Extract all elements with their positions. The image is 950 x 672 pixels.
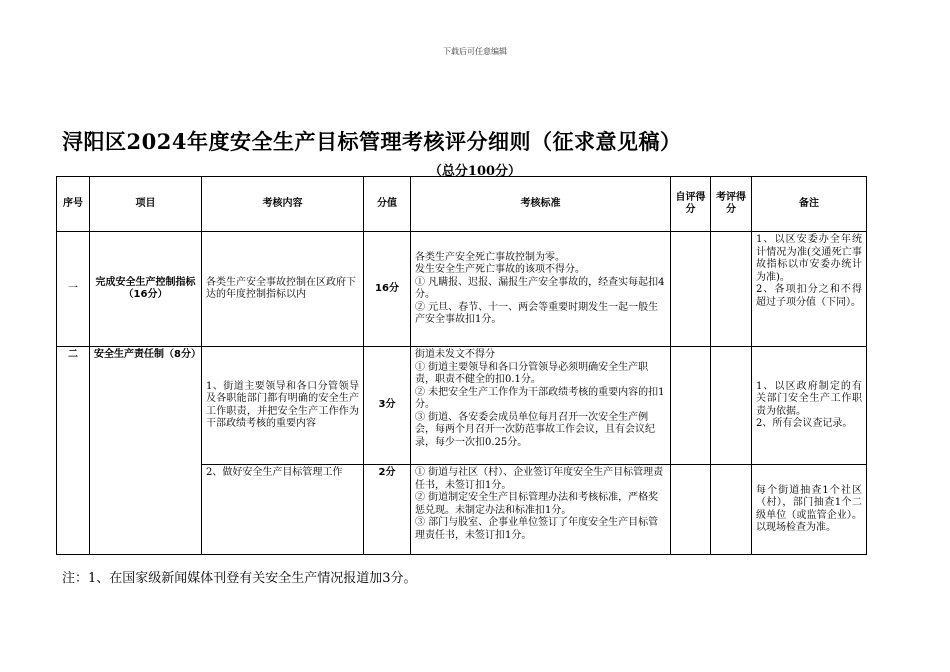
row-content: 2、做好安全生产目标管理工作 xyxy=(202,465,364,555)
row-remarks xyxy=(752,232,867,347)
document-title: 浔阳区2024年度安全生产目标管理考核评分细则（征求意见稿） xyxy=(62,129,682,154)
row-score: 16分 xyxy=(364,232,411,347)
table-header-row xyxy=(57,177,867,232)
row-content: 各类生产安全事故控制在区政府下达的年度控制指标以内 xyxy=(202,232,364,347)
header-item: 项目 xyxy=(90,177,202,232)
row-criteria xyxy=(411,232,671,347)
criteria-line: ① 街道与社区（村）、企业签订年度安全生产目标管理责任书，未签订扣1分。 xyxy=(415,467,664,491)
header-criteria: 考核标准 xyxy=(411,177,671,232)
remark-line: 1、以区政府制定的有关部门安全生产工作职责为依据。 xyxy=(756,380,862,417)
row-remarks xyxy=(752,465,867,555)
scoring-table xyxy=(56,176,867,555)
row-no: 一 xyxy=(57,232,90,347)
row-review-score xyxy=(711,232,752,347)
row-review-score xyxy=(711,465,752,555)
criteria-line: 街道未发文不得分 xyxy=(415,349,495,360)
row-criteria xyxy=(411,347,671,465)
row-self-score xyxy=(671,465,711,555)
table-row xyxy=(57,232,867,347)
row-content: 1、街道主要领导和各口分管领导及各职能部门都有明确的安全生产工作职责，并把安全生产工作作为干部政绩考核的重要内容 xyxy=(202,347,364,465)
remark-line: 2、所有会议查记录。 xyxy=(756,418,853,429)
criteria-line: ② 元旦、春节、十一、两会等重要时期发生一起一般生产安全事故扣1分。 xyxy=(415,301,659,325)
row-item: 完成安全生产控制指标（16分） xyxy=(90,232,202,347)
row-review-score xyxy=(711,347,752,465)
footnote: 注：1、在国家级新闻媒体刊登有关安全生产情况报道加3分。 xyxy=(62,571,417,586)
header-score: 分值 xyxy=(364,177,411,232)
header-remarks: 备注 xyxy=(752,177,867,232)
criteria-line: ③ 街道、各安委会成员单位每月召开一次安全生产例会，每两个月召开一次防范事故工作会议，且有会议纪录，每少一次扣0.25分。 xyxy=(415,411,655,448)
row-remarks xyxy=(752,347,867,465)
criteria-line: ① 凡瞒报、迟报、漏报生产安全事故的，经查实每起扣4分。 xyxy=(415,276,665,300)
row-score: 3分 xyxy=(364,347,411,465)
criteria-line: ① 街道主要领导和各口分管领导必须明确安全生产职责，职责不健全的扣0.1分。 xyxy=(415,361,649,385)
row-score: 2分 xyxy=(364,465,411,555)
table-row xyxy=(57,347,867,465)
remark-line: 每个街道抽查1个社区（村），部门抽查1个二级单位（或监管企业）。以现场检查为准。 xyxy=(756,484,862,533)
row-criteria xyxy=(411,465,671,555)
criteria-line: ③ 部门与股室、企事业单位签订了年度安全生产目标管理责任书，未签订扣1分。 xyxy=(415,517,659,541)
header-no: 序号 xyxy=(57,177,90,232)
header-self-score: 自评得分 xyxy=(671,177,711,232)
remark-line: 2、各项扣分之和不得超过子项分值（下同）。 xyxy=(756,284,862,308)
row-no: 二 xyxy=(57,347,90,555)
criteria-line: ② 街道制定安全生产目标管理办法和考核标准，严格奖惩兑现。未制定办法和标准扣1分。 xyxy=(415,492,659,516)
header-content: 考核内容 xyxy=(202,177,364,232)
header-note: 下载后可任意编辑 xyxy=(443,47,507,56)
header-review-score: 考评得分 xyxy=(711,177,752,232)
row-self-score xyxy=(671,232,711,347)
document-subtitle: （总分100分） xyxy=(428,164,522,179)
row-item: 安全生产责任制（8分） xyxy=(90,347,202,555)
row-self-score xyxy=(671,347,711,465)
criteria-line: ② 未把安全生产工作作为干部政绩考核的重要内容的扣1分。 xyxy=(415,386,665,410)
criteria-line: 各类生产安全死亡事故控制为零。 xyxy=(415,251,565,263)
criteria-line: 发生安全生产死亡事故的该项不得分。 xyxy=(415,264,585,275)
remark-line: 1、以区安委办全年统计情况为准(交通死亡事故指标以市安委办统计为准)。 xyxy=(756,234,862,283)
